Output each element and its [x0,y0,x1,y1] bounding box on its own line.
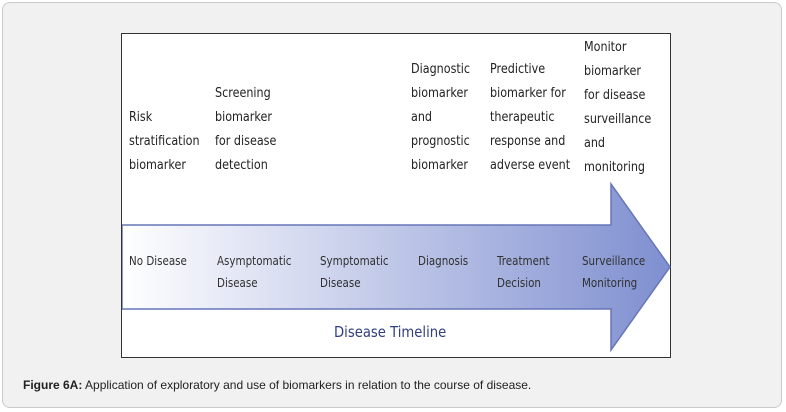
biomarker-timeline-figure [121,33,671,358]
diagnostic-prognostic-label: Diagnostic biomarker and prognostic biomarker [411,62,471,173]
stage-surveillance-monitoring: Surveillance Monitoring [582,254,646,290]
figure-card [2,2,782,408]
stage-symptomatic-disease: Symptomatic Disease [320,254,389,290]
stage-diagnosis: Diagnosis [418,254,469,268]
disease-timeline-label: Disease Timeline [334,323,447,341]
risk-stratification-label: Risk stratification biomarker [129,110,200,173]
predictive-label: Predictive biomarker for therapeutic response and adverse event [490,62,571,173]
figure-caption [23,378,531,392]
caption-text: Application of exploratory and use of biomarkers in relation to the course of disease. [82,378,532,392]
screening-label: Screening biomarker for disease detection [215,86,277,173]
monitor-label: Monitor biomarker for disease surveillance and monitoring [584,40,652,175]
caption-prefix: Figure 6A: [23,378,83,392]
stage-no-disease: No Disease [129,254,187,268]
stage-asymptomatic-disease: Asymptomatic Disease [217,254,292,290]
stage-treatment-decision: Treatment Decision [497,254,550,290]
